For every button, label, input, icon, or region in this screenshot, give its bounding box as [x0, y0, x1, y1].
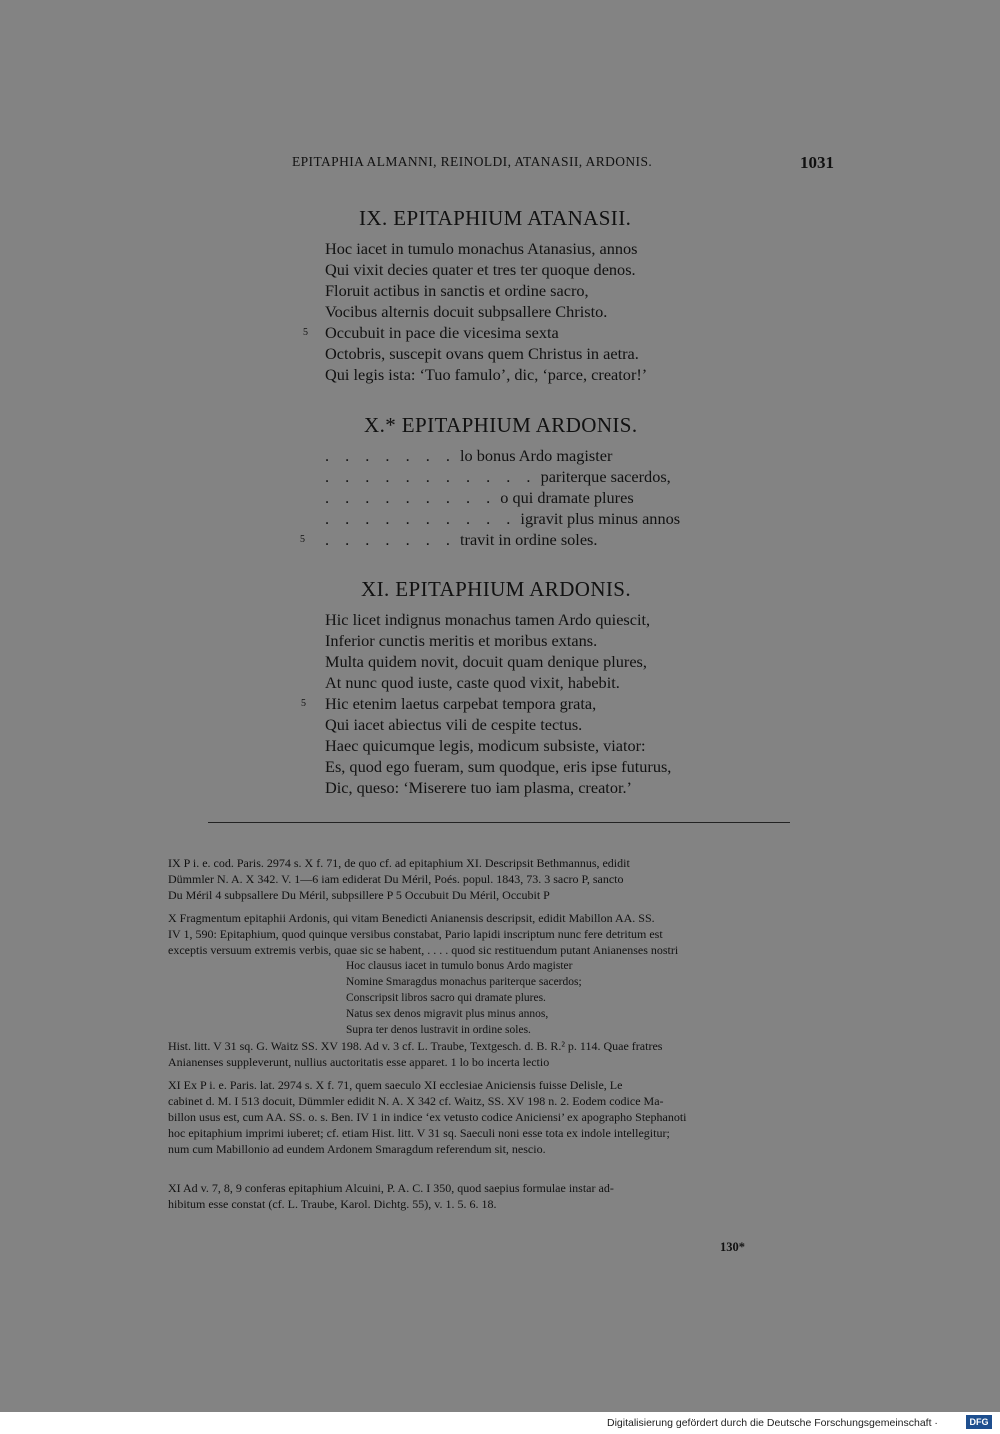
footnote-line: IV 1, 590: Epitaphium, quod quinque versibus constabat, Pario lapidi inscriptum nunc fere detritum est — [168, 927, 663, 941]
line-number: 5 — [300, 534, 305, 545]
verse-line: Vocibus alternis docuit subpsallere Christo. — [325, 302, 608, 321]
verse-fragment — [325, 466, 671, 487]
restored-verse: Natus sex denos migravit plus minus annos, — [346, 1008, 549, 1020]
footnote-line: hibitum esse constat (cf. L. Traube, Karol. Dichtg. 55), v. 1. 5. 6. 18. — [168, 1197, 497, 1211]
footnote-line: Du Méril 4 subpsallere Du Méril, subpsillere P 5 Occubuit Du Méril, Occubit P — [168, 888, 550, 902]
running-header: EPITAPHIA ALMANNI, REINOLDI, ATANASII, ARDONIS. — [292, 154, 653, 169]
section-title-x: X.* EPITAPHIUM ARDONIS. — [364, 413, 638, 437]
footnote-line: exceptis versuum extremis verbis, quae sic se habent, . . . . quod sic restituendum putant Anianenses nostri — [168, 943, 679, 957]
verse-line: Hic licet indignus monachus tamen Ardo quiescit, — [325, 610, 651, 629]
footnote-line: billon usus est, cum AA. SS. o. s. Ben. IV 1 in indice ‘ex vetusto codice Aniciensi’ ex apographo Stephanoti — [168, 1110, 687, 1124]
verse-line: Occubuit in pace die vicesima sexta — [325, 323, 559, 342]
verse-fragment — [325, 487, 634, 508]
footnote-divider — [208, 822, 790, 823]
verse-line: Octobris, suscepit ovans quem Christus in aetra. — [325, 344, 639, 363]
footnote-line: Anianenses suppleverunt, nullius auctoritatis esse apparet. 1 lo bo incerta lectio — [168, 1055, 550, 1069]
verse-line: Floruit actibus in sanctis et ordine sacro, — [325, 281, 589, 300]
verse-line: Inferior cunctis meritis et moribus extans. — [325, 631, 598, 650]
signature-mark: 130* — [720, 1240, 745, 1254]
verse-line: Dic, queso: ‘Miserere tuo iam plasma, creator.’ — [325, 778, 632, 797]
restored-verse: Nomine Smaragdus monachus pariterque sacerdos; — [346, 976, 582, 988]
section-title-ix: IX. EPITAPHIUM ATANASII. — [359, 206, 632, 230]
restored-verse: Supra ter denos lustravit in ordine soles. — [346, 1024, 531, 1036]
dfg-logo-icon[interactable]: DFG — [966, 1415, 992, 1429]
fragment-text: pariterque sacerdos, — [540, 467, 671, 486]
verse-line: At nunc quod iuste, caste quod vixit, habebit. — [325, 673, 620, 692]
footnote-line: Dümmler N. A. X 342. V. 1—6 iam ediderat Du Méril, Poés. popul. 1843, 73. 3 sacro P, sancto — [168, 872, 624, 886]
verse-fragment — [325, 529, 597, 550]
verse-line: Haec quicumque legis, modicum subsiste, viator: — [325, 736, 646, 755]
lacuna-dots: . . . . . . . . . . — [325, 509, 517, 528]
footnote-line: X Fragmentum epitaphii Ardonis, qui vitam Benedicti Anianensis descripsit, edidit Mabillon AA. SS. — [168, 911, 655, 925]
fragment-text: travit in ordine soles. — [460, 530, 598, 549]
lacuna-dots: . . . . . . . . . . . — [325, 467, 537, 486]
verse-line: Qui iacet abiectus vili de cespite tectus. — [325, 715, 583, 734]
line-number: 5 — [301, 698, 306, 709]
footnote-line: IX P i. e. cod. Paris. 2974 s. X f. 71, de quo cf. ad epitaphium XI. Descripsit Bethmannus, edidit — [168, 856, 630, 870]
funding-notice[interactable]: Digitalisierung gefördert durch die Deutsche Forschungsgemeinschaft · — [607, 1417, 938, 1429]
verse-line: Multa quidem novit, docuit quam denique plures, — [325, 652, 647, 671]
fragment-text: o qui dramate plures — [500, 488, 634, 507]
fragment-text: lo bonus Ardo magister — [460, 446, 613, 465]
lacuna-dots: . . . . . . . . . — [325, 488, 497, 507]
lacuna-dots: . . . . . . . — [325, 446, 456, 465]
verse-line: Hic etenim laetus carpebat tempora grata, — [325, 694, 597, 713]
footnote-line: num cum Mabillonio ad eundem Ardonem Smaragdum referendum sit, nescio. — [168, 1142, 546, 1156]
footnote-line: Hist. litt. V 31 sq. G. Waitz SS. XV 198. Ad v. 3 cf. L. Traube, Textgesch. d. B. R.² p. 114. Quae fratres — [168, 1039, 663, 1053]
verse-line: Hoc iacet in tumulo monachus Atanasius, annos — [325, 239, 638, 258]
verse-fragment — [325, 445, 612, 466]
footnote-line: XI Ex P i. e. Paris. lat. 2974 s. X f. 71, quem saeculo XI ecclesiae Aniciensis fuisse Delisle, Le — [168, 1078, 623, 1092]
verse-fragment — [325, 508, 680, 529]
section-title-xi: XI. EPITAPHIUM ARDONIS. — [361, 577, 632, 601]
lacuna-dots: . . . . . . . — [325, 530, 456, 549]
restored-verse: Hoc clausus iacet in tumulo bonus Ardo magister — [346, 960, 573, 972]
footnote-line: cabinet d. M. I 513 docuit, Dümmler edidit N. A. X 342 cf. Waitz, SS. XV 198 n. 2. Eodem codice Ma- — [168, 1094, 664, 1108]
page-number: 1031 — [800, 153, 834, 172]
line-number: 5 — [303, 327, 308, 338]
footnote-line: XI Ad v. 7, 8, 9 conferas epitaphium Alcuini, P. A. C. I 350, quod saepius formulae instar ad- — [168, 1181, 614, 1195]
verse-line: Qui vixit decies quater et tres ter quoque denos. — [325, 260, 636, 279]
verse-line: Es, quod ego fueram, sum quodque, eris ipse futurus, — [325, 757, 672, 776]
restored-verse: Conscripsit libros sacro qui dramate plures. — [346, 992, 546, 1004]
verse-line: Qui legis ista: ‘Tuo famulo’, dic, ‘parce, creator!’ — [325, 365, 648, 384]
fragment-text: igravit plus minus annos — [520, 509, 681, 528]
footnote-line: hoc epitaphium imprimi iuberet; cf. etiam Hist. litt. V 31 sq. Saeculi noni esse tota ex indole intellegitur; — [168, 1126, 670, 1140]
